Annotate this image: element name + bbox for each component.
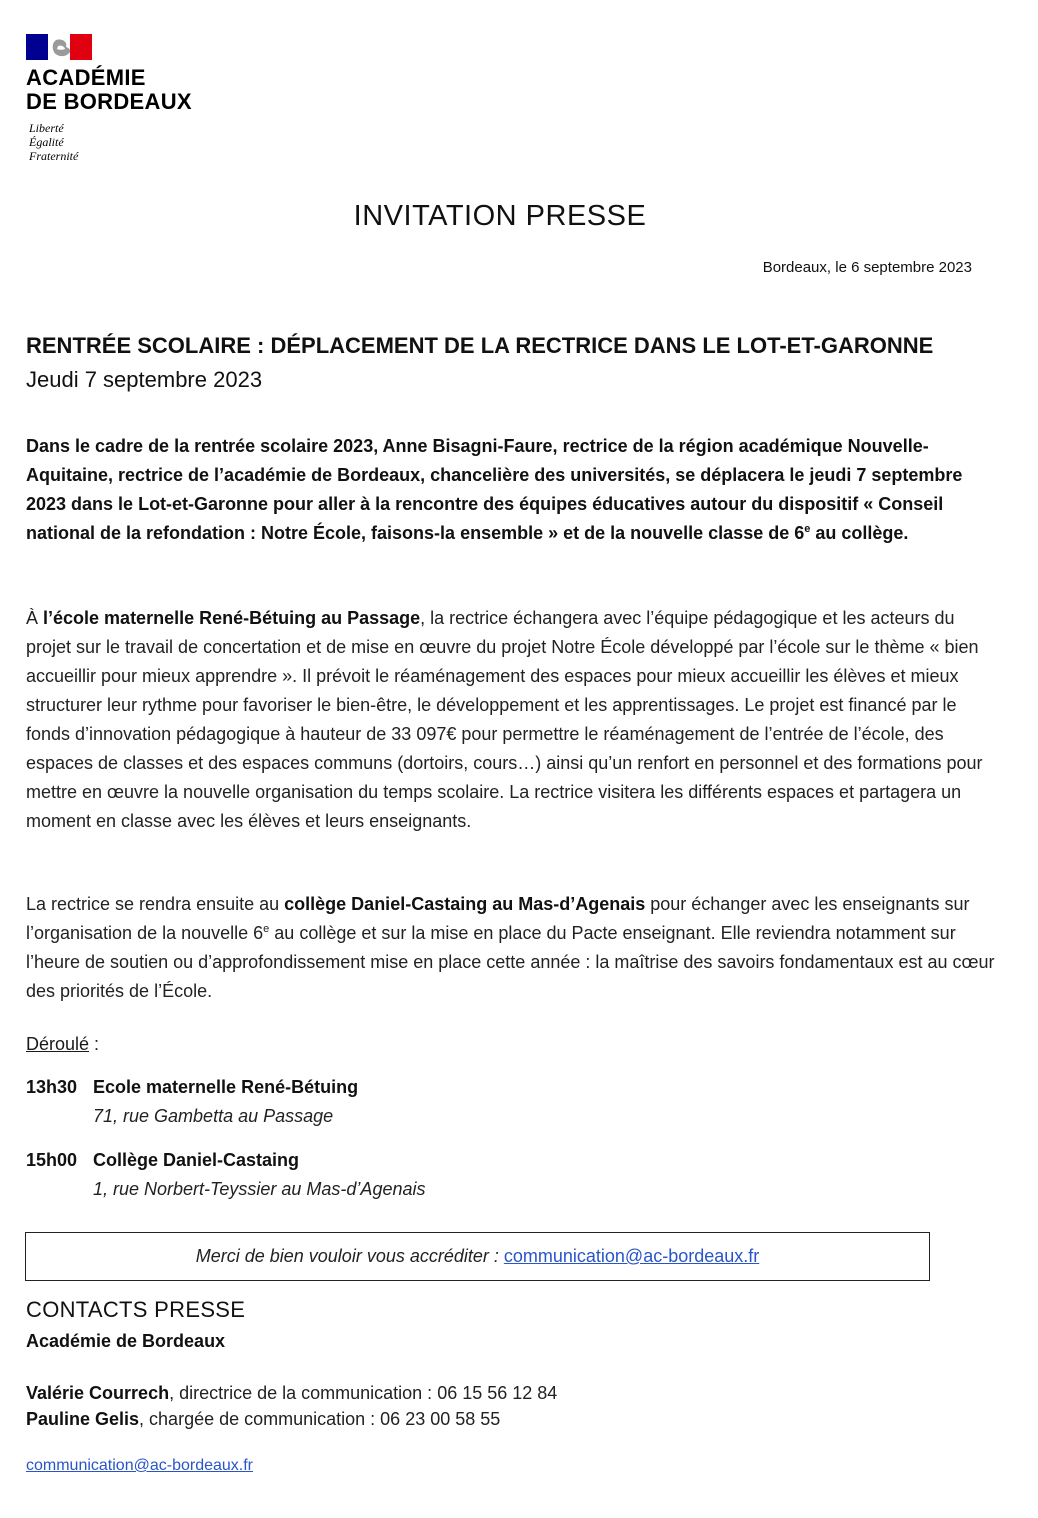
ecole-prefix: À bbox=[26, 608, 44, 628]
academie-logo-text bbox=[26, 66, 192, 114]
college-paragraph bbox=[26, 890, 1001, 1006]
contacts-email-link[interactable]: communication@ac-bordeaux.fr bbox=[26, 1457, 254, 1474]
stop-2-name: Collège Daniel-Castaing bbox=[93, 1150, 300, 1170]
deroule-heading bbox=[26, 1034, 99, 1055]
contact-1-role: , directrice de la communication : 06 15 56 12 84 bbox=[169, 1383, 558, 1403]
deroule-colon: : bbox=[89, 1034, 100, 1054]
logo-line-1: ACADÉMIE bbox=[26, 65, 146, 90]
marianne-logo-icon bbox=[26, 34, 92, 60]
college-text: pour échanger avec les enseignants sur l’organisation de la nouvelle 6 bbox=[26, 894, 970, 943]
ecole-text: , la rectrice échangera avec l’équipe pédagogique et les acteurs du projet sur le travail de concertation et de mise en œuvre du projet Notre École développé par l’école sur le thème « bien accueillir pour mieux apprendre ». Il prévoit le réaménagement des espaces pour mieux accueillir les élèves et mieux structurer leur rythme pour favoriser le bien-être, le développement et les apprentissages. Le projet est financé par le fonds d’innovation pédagogique à hauteur de 33 097€ pour permettre le réaménagement de l’entrée de l’école, des espaces de classes et des espaces communs (dortoirs, cours…) ainsi qu’un renfort en personnel et des formations pour mettre en œuvre la nouvelle organisation du temps scolaire. La rectrice visitera les différents espaces et partagera un moment en classe avec les élèves et leurs enseignants. bbox=[26, 608, 983, 831]
accreditation-text: Merci de bien vouloir vous accréditer : bbox=[195, 1246, 504, 1266]
headline: RENTRÉE SCOLAIRE : DÉPLACEMENT DE LA RECTRICE DANS LE LOT-ET-GARONNE bbox=[26, 333, 934, 358]
logo-line-2: DE BORDEAUX bbox=[26, 89, 192, 114]
college-text-end: au collège et sur la mise en place du Pacte enseignant. Elle reviendra notamment sur l’heure de soutien ou d’approfondissement mise en place cette année : la maîtrise des savoirs fondamentaux est au cœur des priorités de l’École. bbox=[26, 923, 995, 1001]
ecole-name: l’école maternelle René-Bétuing au Passage bbox=[43, 608, 421, 628]
deroule-label: Déroulé bbox=[26, 1034, 90, 1054]
contact-1-name: Valérie Courrech bbox=[26, 1383, 170, 1403]
contacts-title: CONTACTS PRESSE bbox=[26, 1297, 246, 1322]
contact-1 bbox=[26, 1383, 557, 1404]
motto-liberte: Liberté bbox=[29, 121, 64, 135]
lead-paragraph bbox=[26, 432, 1001, 548]
document-title: INVITATION PRESSE bbox=[353, 200, 647, 232]
dateline: Bordeaux, le 6 septembre 2023 bbox=[762, 259, 972, 276]
motto-egalite: Égalité bbox=[29, 135, 64, 149]
contacts-org: Académie de Bordeaux bbox=[26, 1331, 226, 1351]
stop-1-name: Ecole maternelle René-Bétuing bbox=[93, 1077, 359, 1097]
college-prefix: La rectrice se rendra ensuite au bbox=[26, 894, 285, 914]
college-name: collège Daniel-Castaing au Mas-d’Agenais bbox=[284, 894, 646, 914]
stop-2-address: 1, rue Norbert-Teyssier au Mas-d’Agenais bbox=[93, 1179, 426, 1199]
contact-2-name: Pauline Gelis bbox=[26, 1409, 140, 1429]
college-sup: e bbox=[263, 923, 270, 935]
stop-1-time: 13h30 bbox=[26, 1077, 78, 1097]
event-date: Jeudi 7 septembre 2023 bbox=[26, 367, 263, 392]
stop-2-time: 15h00 bbox=[26, 1150, 78, 1170]
contact-2-role: , chargée de communication : 06 23 00 58 55 bbox=[139, 1409, 501, 1429]
motto-fraternite: Fraternité bbox=[29, 149, 79, 163]
accreditation-box bbox=[25, 1232, 930, 1281]
lead-text: Dans le cadre de la rentrée scolaire 2023, Anne Bisagni-Faure, rectrice de la région académique Nouvelle-Aquitaine, rectrice de l’académie de Bordeaux, chancelière des universités, se déplacera le jeudi 7 septembre 2023 dans le Lot-et-Garonne pour aller à la rencontre des équipes éducatives autour du dispositif « Conseil national de la refondation : Notre École, faisons-la ensemble » et de la nouvelle classe de 6 bbox=[26, 436, 963, 543]
contact-2 bbox=[26, 1409, 500, 1430]
ecole-paragraph bbox=[26, 604, 1001, 836]
accreditation-email-link[interactable]: communication@ac-bordeaux.fr bbox=[503, 1246, 760, 1266]
republic-motto bbox=[29, 121, 78, 163]
lead-sup: e bbox=[804, 523, 811, 535]
lead-text-end: au collège. bbox=[810, 523, 909, 543]
stop-1-address: 71, rue Gambetta au Passage bbox=[93, 1106, 334, 1126]
